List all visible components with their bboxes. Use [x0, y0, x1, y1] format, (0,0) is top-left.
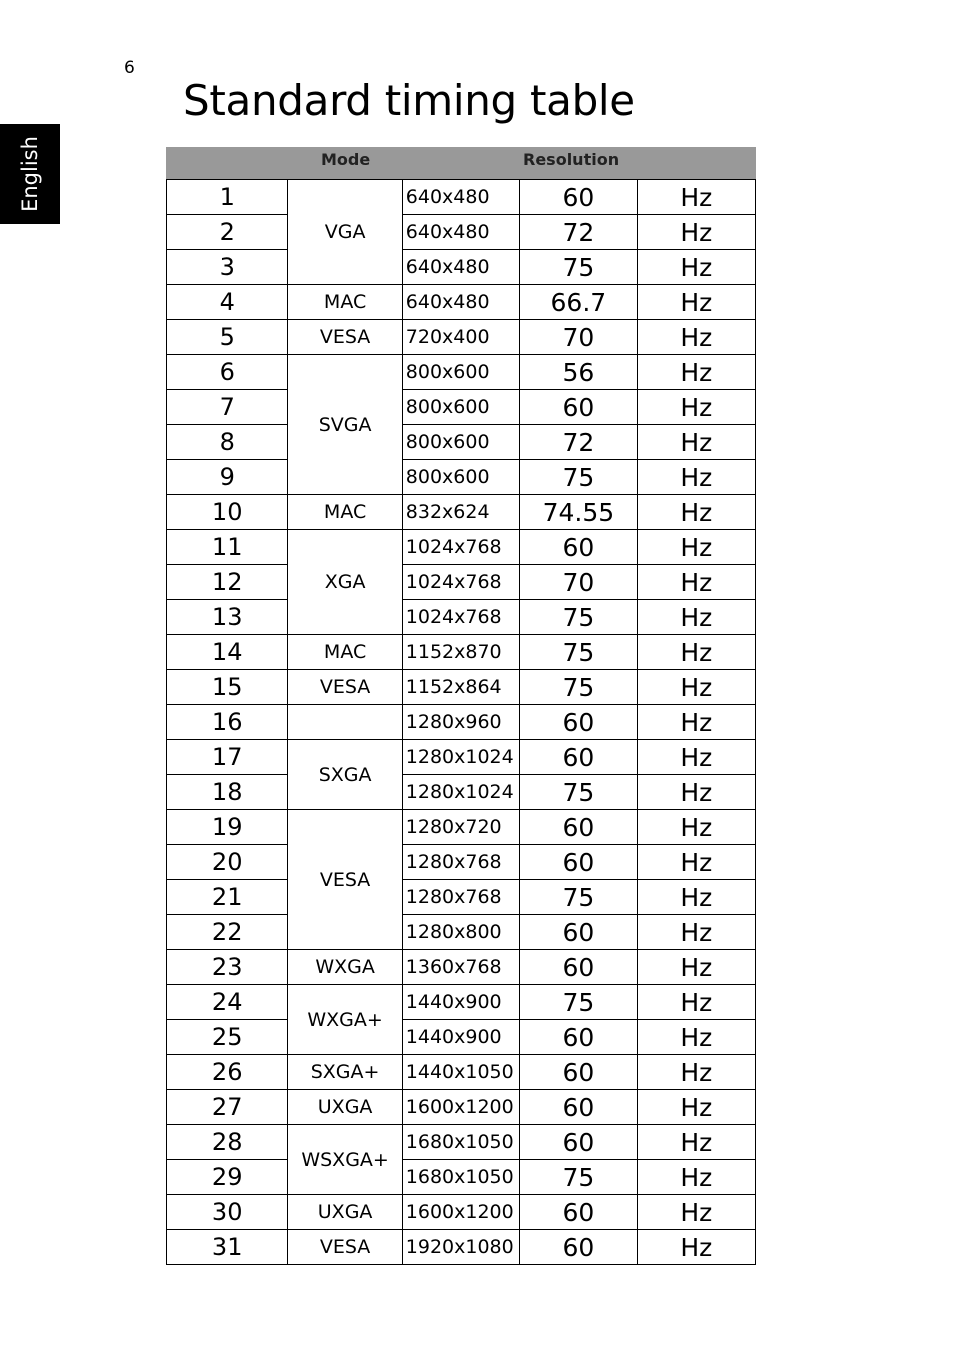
unit-cell: Hz: [637, 670, 755, 705]
table-row: [167, 740, 756, 775]
row-number: 14: [167, 635, 288, 670]
refresh-rate-cell: 75: [520, 1160, 637, 1195]
mode-cell: VESA: [288, 810, 402, 950]
refresh-rate-cell: 60: [520, 1125, 637, 1160]
unit-cell: Hz: [637, 775, 755, 810]
resolution-cell: 1680x1050: [402, 1125, 519, 1160]
refresh-rate-cell: 75: [520, 460, 637, 495]
table-row: [167, 775, 756, 810]
unit-cell: Hz: [637, 600, 755, 635]
row-number: 21: [167, 880, 288, 915]
mode-cell: SVGA: [288, 355, 402, 495]
refresh-rate-cell: 75: [520, 670, 637, 705]
resolution-cell: 640x480: [402, 250, 519, 285]
refresh-rate-cell: 60: [520, 390, 637, 425]
refresh-rate-cell: 66.7: [520, 285, 637, 320]
row-number: 10: [167, 495, 288, 530]
row-number: 30: [167, 1195, 288, 1230]
table-row: [167, 915, 756, 950]
unit-cell: Hz: [637, 915, 755, 950]
table-row: [167, 1055, 756, 1090]
row-number: 4: [167, 285, 288, 320]
mode-cell: WSXGA+: [288, 1125, 402, 1195]
page-title: Standard timing table: [183, 76, 635, 125]
resolution-cell: 1280x768: [402, 845, 519, 880]
refresh-rate-cell: 60: [520, 1230, 637, 1265]
refresh-rate-cell: 60: [520, 705, 637, 740]
refresh-rate-cell: 60: [520, 1055, 637, 1090]
table-row: [167, 460, 756, 495]
unit-cell: Hz: [637, 1160, 755, 1195]
refresh-rate-cell: 75: [520, 600, 637, 635]
row-number: 28: [167, 1125, 288, 1160]
row-number: 26: [167, 1055, 288, 1090]
row-number: 8: [167, 425, 288, 460]
row-number: 19: [167, 810, 288, 845]
table-row: [167, 950, 756, 985]
row-number: 15: [167, 670, 288, 705]
table-row: [167, 390, 756, 425]
table-row: [167, 215, 756, 250]
mode-cell: [288, 705, 402, 740]
table-row: [167, 565, 756, 600]
table-row: [167, 495, 756, 530]
mode-cell: VESA: [288, 320, 402, 355]
resolution-cell: 800x600: [402, 425, 519, 460]
table-row: [167, 600, 756, 635]
table-row: [167, 320, 756, 355]
resolution-cell: 1440x1050: [402, 1055, 519, 1090]
row-number: 31: [167, 1230, 288, 1265]
mode-cell: UXGA: [288, 1195, 402, 1230]
resolution-cell: 1440x900: [402, 1020, 519, 1055]
refresh-rate-cell: 74.55: [520, 495, 637, 530]
unit-cell: Hz: [637, 1125, 755, 1160]
table-row: [167, 985, 756, 1020]
row-number: 6: [167, 355, 288, 390]
mode-cell: WXGA+: [288, 985, 402, 1055]
row-number: 11: [167, 530, 288, 565]
resolution-cell: 1024x768: [402, 530, 519, 565]
unit-cell: Hz: [637, 425, 755, 460]
unit-cell: Hz: [637, 1055, 755, 1090]
unit-cell: Hz: [637, 705, 755, 740]
table-row: [167, 355, 756, 390]
unit-cell: Hz: [637, 565, 755, 600]
resolution-cell: 1280x800: [402, 915, 519, 950]
resolution-cell: 1280x720: [402, 810, 519, 845]
unit-cell: Hz: [637, 285, 755, 320]
row-number: 27: [167, 1090, 288, 1125]
mode-cell: VGA: [288, 180, 402, 285]
table-row: [167, 880, 756, 915]
refresh-rate-cell: 60: [520, 1020, 637, 1055]
timing-table: [166, 147, 756, 1265]
refresh-rate-cell: 75: [520, 880, 637, 915]
resolution-cell: 1600x1200: [402, 1195, 519, 1230]
table-row: [167, 285, 756, 320]
refresh-rate-cell: 60: [520, 180, 637, 215]
table-row: [167, 1230, 756, 1265]
table-row: [167, 1020, 756, 1055]
table-row: [167, 670, 756, 705]
timing-table-body: [167, 180, 756, 1265]
row-number: 18: [167, 775, 288, 810]
row-number: 17: [167, 740, 288, 775]
row-number: 12: [167, 565, 288, 600]
refresh-rate-cell: 60: [520, 915, 637, 950]
refresh-rate-cell: 70: [520, 320, 637, 355]
resolution-cell: 1440x900: [402, 985, 519, 1020]
table-row: [167, 810, 756, 845]
mode-cell: SXGA: [288, 740, 402, 810]
table-header: [166, 147, 756, 179]
language-tab-label: English: [18, 136, 42, 212]
unit-cell: Hz: [637, 880, 755, 915]
refresh-rate-cell: 60: [520, 810, 637, 845]
refresh-rate-cell: 60: [520, 1090, 637, 1125]
mode-cell: MAC: [288, 495, 402, 530]
resolution-cell: 1280x1024: [402, 740, 519, 775]
resolution-cell: 1280x960: [402, 705, 519, 740]
table-row: [167, 180, 756, 215]
unit-cell: Hz: [637, 495, 755, 530]
row-number: 2: [167, 215, 288, 250]
page-number: 6: [124, 58, 135, 78]
unit-cell: Hz: [637, 1195, 755, 1230]
unit-cell: Hz: [637, 985, 755, 1020]
unit-cell: Hz: [637, 215, 755, 250]
table-row: [167, 1160, 756, 1195]
unit-cell: Hz: [637, 635, 755, 670]
row-number: 3: [167, 250, 288, 285]
refresh-rate-cell: 75: [520, 635, 637, 670]
row-number: 29: [167, 1160, 288, 1195]
header-resolution: Resolution: [523, 150, 620, 169]
resolution-cell: 1360x768: [402, 950, 519, 985]
unit-cell: Hz: [637, 390, 755, 425]
table-row: [167, 845, 756, 880]
resolution-cell: 720x400: [402, 320, 519, 355]
unit-cell: Hz: [637, 460, 755, 495]
refresh-rate-cell: 56: [520, 355, 637, 390]
row-number: 22: [167, 915, 288, 950]
mode-cell: MAC: [288, 285, 402, 320]
unit-cell: Hz: [637, 950, 755, 985]
language-tab: [0, 124, 60, 224]
row-number: 5: [167, 320, 288, 355]
resolution-cell: 640x480: [402, 285, 519, 320]
refresh-rate-cell: 75: [520, 250, 637, 285]
row-number: 7: [167, 390, 288, 425]
resolution-cell: 800x600: [402, 355, 519, 390]
resolution-cell: 1600x1200: [402, 1090, 519, 1125]
table-row: [167, 705, 756, 740]
timing-table-grid: [166, 179, 756, 1265]
refresh-rate-cell: 60: [520, 530, 637, 565]
row-number: 16: [167, 705, 288, 740]
refresh-rate-cell: 60: [520, 740, 637, 775]
unit-cell: Hz: [637, 1230, 755, 1265]
row-number: 1: [167, 180, 288, 215]
resolution-cell: 1152x864: [402, 670, 519, 705]
row-number: 9: [167, 460, 288, 495]
table-row: [167, 250, 756, 285]
resolution-cell: 1920x1080: [402, 1230, 519, 1265]
resolution-cell: 1024x768: [402, 565, 519, 600]
resolution-cell: 800x600: [402, 390, 519, 425]
mode-cell: SXGA+: [288, 1055, 402, 1090]
unit-cell: Hz: [637, 845, 755, 880]
unit-cell: Hz: [637, 250, 755, 285]
unit-cell: Hz: [637, 180, 755, 215]
refresh-rate-cell: 60: [520, 950, 637, 985]
refresh-rate-cell: 72: [520, 215, 637, 250]
refresh-rate-cell: 72: [520, 425, 637, 460]
mode-cell: WXGA: [288, 950, 402, 985]
mode-cell: VESA: [288, 1230, 402, 1265]
resolution-cell: 1280x1024: [402, 775, 519, 810]
resolution-cell: 832x624: [402, 495, 519, 530]
resolution-cell: 1152x870: [402, 635, 519, 670]
row-number: 23: [167, 950, 288, 985]
resolution-cell: 1024x768: [402, 600, 519, 635]
unit-cell: Hz: [637, 810, 755, 845]
table-row: [167, 530, 756, 565]
table-row: [167, 1090, 756, 1125]
row-number: 24: [167, 985, 288, 1020]
table-row: [167, 425, 756, 460]
unit-cell: Hz: [637, 355, 755, 390]
resolution-cell: 1680x1050: [402, 1160, 519, 1195]
mode-cell: UXGA: [288, 1090, 402, 1125]
mode-cell: MAC: [288, 635, 402, 670]
unit-cell: Hz: [637, 1090, 755, 1125]
refresh-rate-cell: 75: [520, 775, 637, 810]
refresh-rate-cell: 75: [520, 985, 637, 1020]
table-row: [167, 1195, 756, 1230]
table-row: [167, 635, 756, 670]
row-number: 13: [167, 600, 288, 635]
resolution-cell: 640x480: [402, 180, 519, 215]
unit-cell: Hz: [637, 530, 755, 565]
row-number: 20: [167, 845, 288, 880]
table-row: [167, 1125, 756, 1160]
mode-cell: VESA: [288, 670, 402, 705]
resolution-cell: 1280x768: [402, 880, 519, 915]
row-number: 25: [167, 1020, 288, 1055]
resolution-cell: 640x480: [402, 215, 519, 250]
header-mode: Mode: [321, 150, 371, 169]
resolution-cell: 800x600: [402, 460, 519, 495]
refresh-rate-cell: 70: [520, 565, 637, 600]
mode-cell: XGA: [288, 530, 402, 635]
unit-cell: Hz: [637, 740, 755, 775]
unit-cell: Hz: [637, 1020, 755, 1055]
unit-cell: Hz: [637, 320, 755, 355]
refresh-rate-cell: 60: [520, 1195, 637, 1230]
refresh-rate-cell: 60: [520, 845, 637, 880]
